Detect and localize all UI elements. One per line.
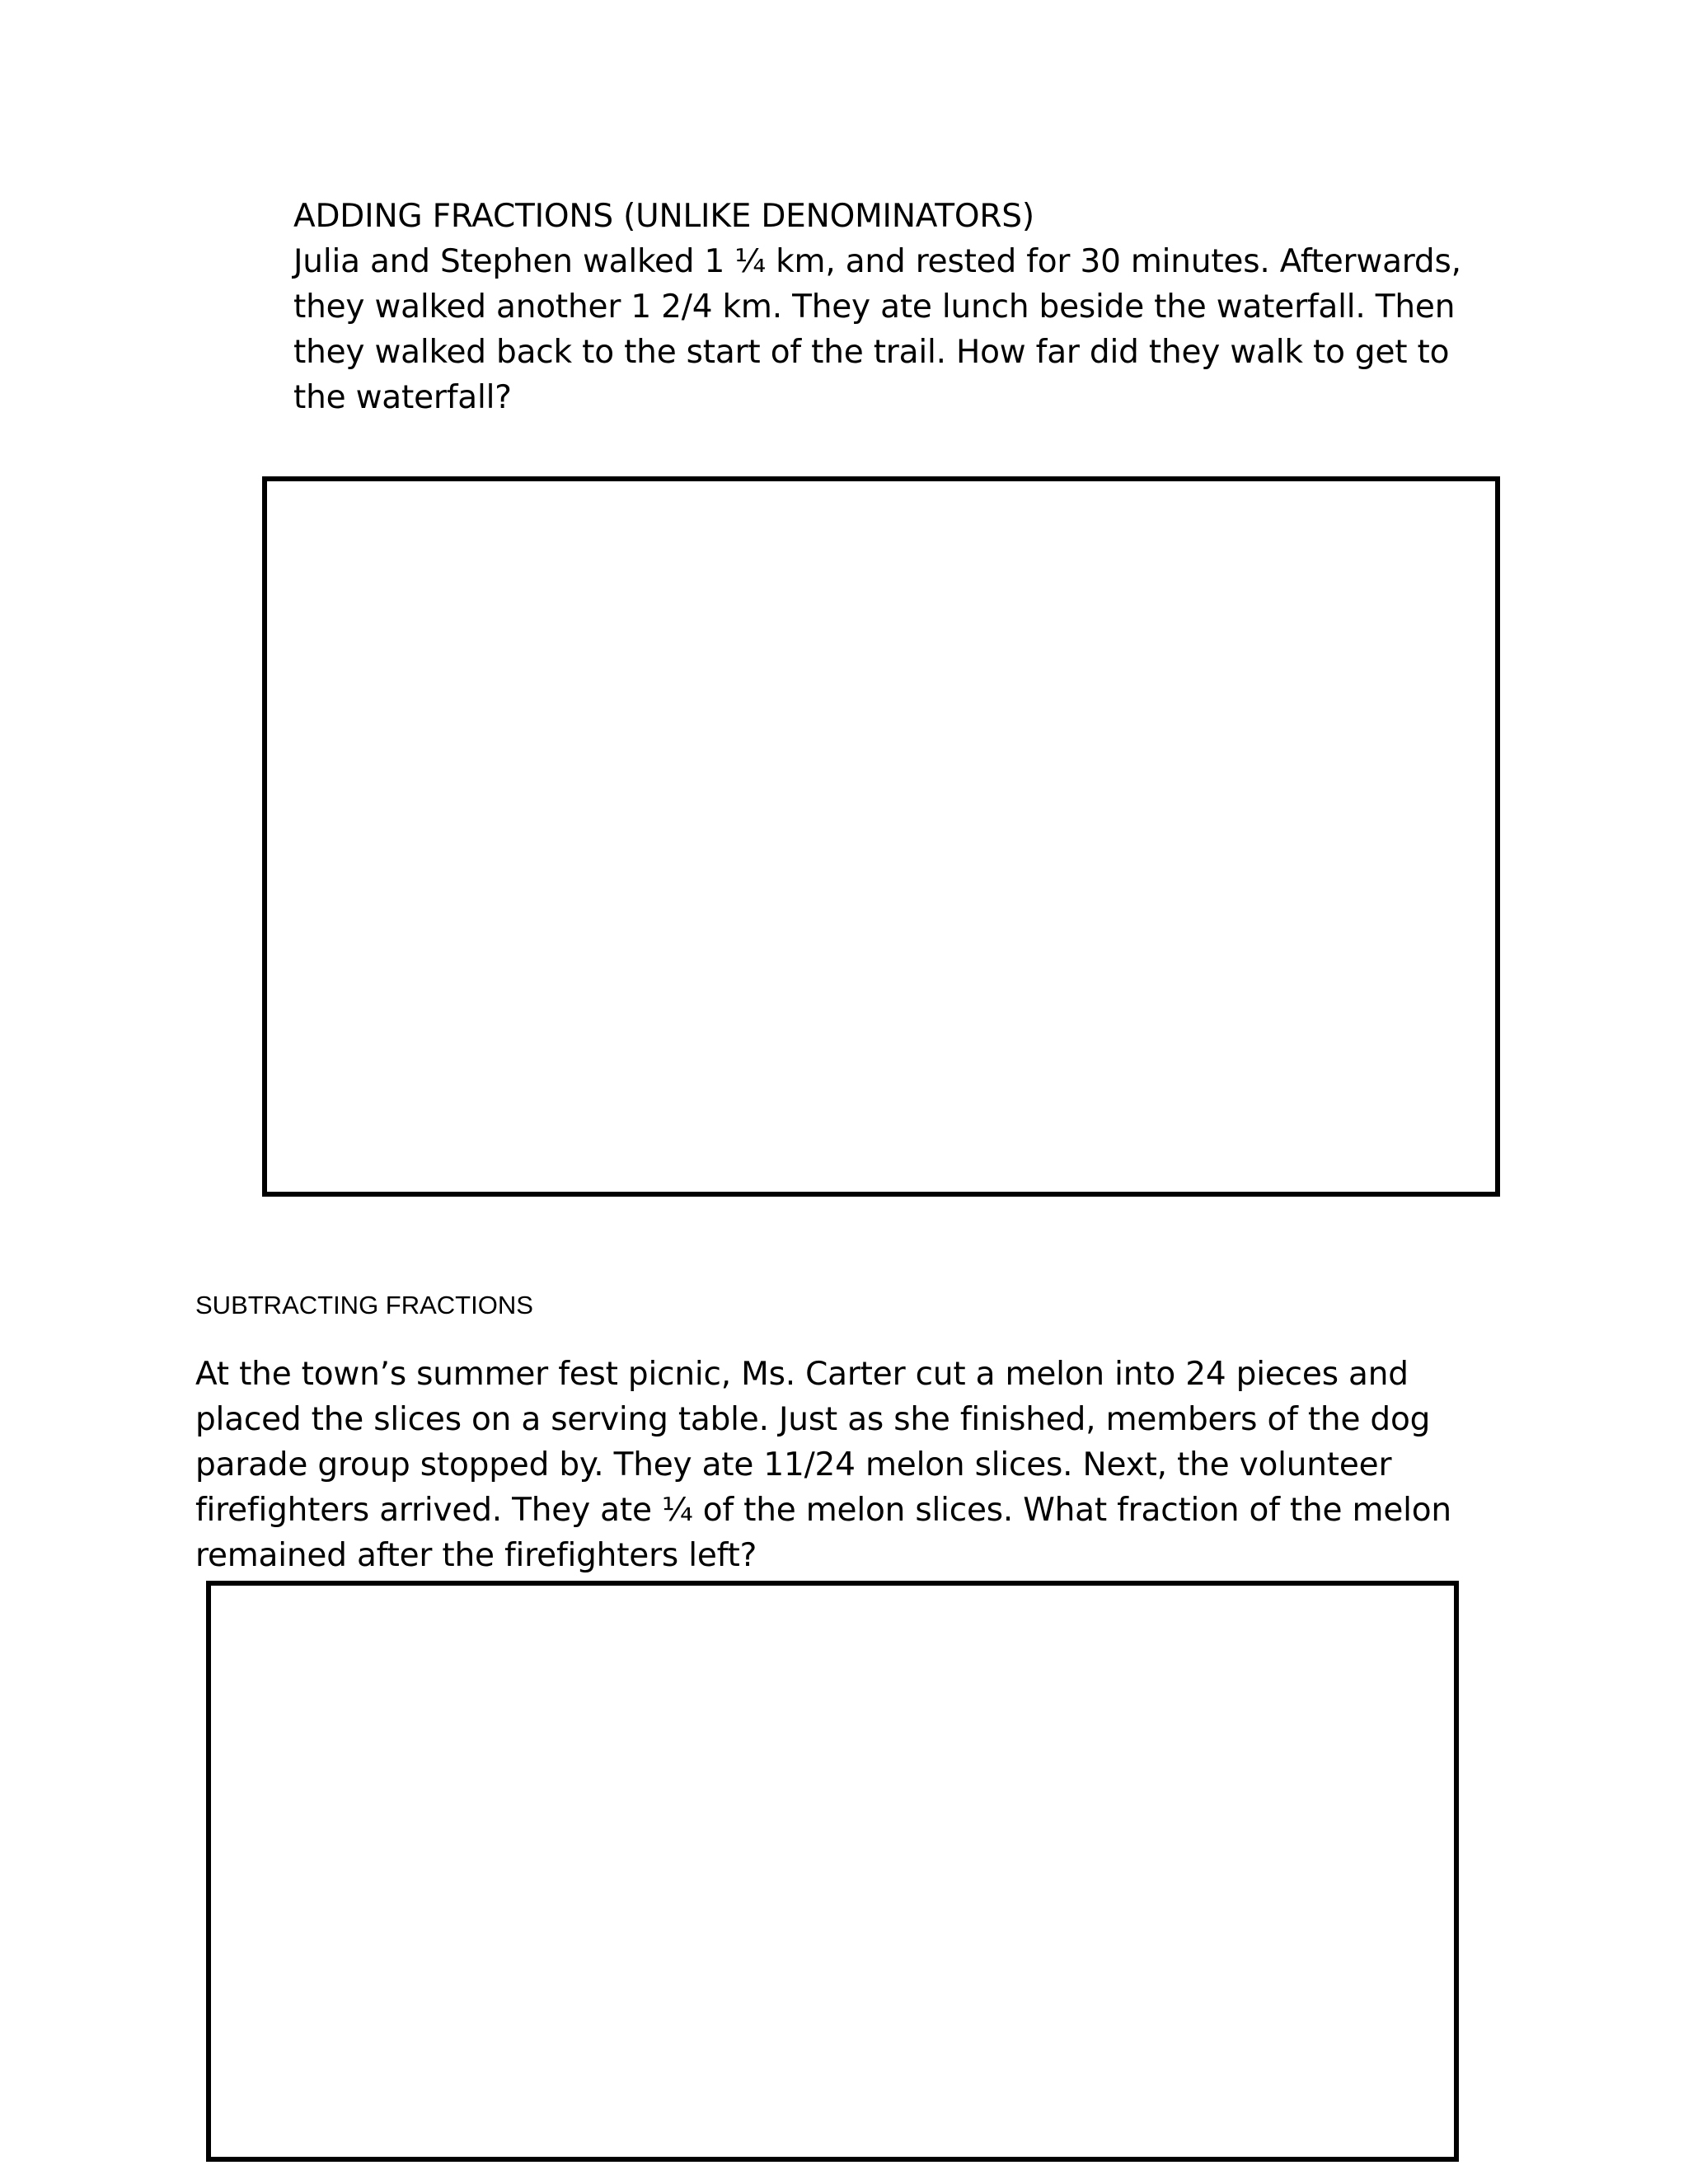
adding-fractions-answer-box[interactable]: [262, 476, 1500, 1197]
subtracting-fractions-answer-box[interactable]: [206, 1581, 1459, 2162]
adding-fractions-problem: Julia and Stephen walked 1 ¼ km, and rested for 30 minutes. Afterwards, they walked another 1 2/4 km. They ate lunch beside the waterfall. Then they walked back to the start of the trail. How far did they walk to get to the waterfall?: [293, 243, 1461, 416]
subtracting-fractions-problem: At the town’s summer fest picnic, Ms. Carter cut a melon into 24 pieces and placed the slices on a serving table. Just as she finished, members of the dog parade group stopped by. They ate 11/24 melon slices. Next, the volunteer firefighters arrived. They ate ¼ of the melon slices. What fraction of the melon remained after the firefighters left?: [195, 1356, 1451, 1574]
subtracting-fractions-title: SUBTRACTING FRACTIONS: [195, 1291, 533, 1319]
adding-fractions-title: ADDING FRACTIONS (UNLIKE DENOMINATORS): [293, 198, 1034, 235]
